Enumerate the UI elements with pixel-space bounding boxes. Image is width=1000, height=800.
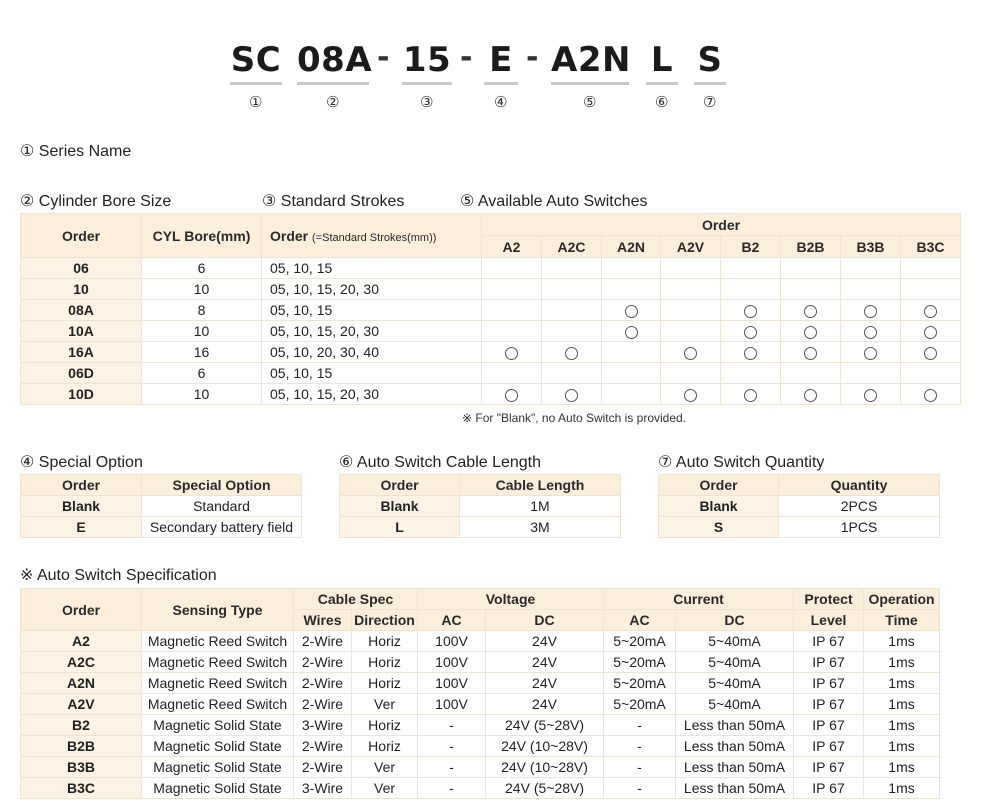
time-cell: 1ms [864,715,940,736]
code-text: L [650,40,674,80]
current-ac-cell: - [604,736,676,757]
order-cell: 10 [21,279,142,300]
underline [694,82,726,85]
voltage-ac-cell: 100V [418,673,486,694]
col-voltage-dc: DC [486,610,604,631]
level-cell: IP 67 [794,673,864,694]
value-cell: 1M [460,496,621,517]
order-cell: Blank [340,496,460,517]
current-dc-cell: 5~40mA [676,673,794,694]
order-cell: 16A [21,342,142,363]
time-cell: 1ms [864,631,940,652]
model-code [0,40,1000,120]
switch-cell [781,300,841,321]
value-cell: Standard [142,496,302,517]
underline [551,82,629,85]
switch-cell [661,321,721,342]
special-option-table [20,474,302,538]
heading-series-name: ① Series Name [20,143,132,160]
order-cell: B2 [21,715,142,736]
col-switch-a2v: A2V [661,236,721,258]
switch-cell [542,363,602,384]
available-circle-icon [804,305,817,318]
code-text: S [697,40,723,80]
col-wires: Wires [294,610,352,631]
switch-cell [542,258,602,279]
order-cell: B2B [21,736,142,757]
switch-cell [542,300,602,321]
voltage-dc-cell: 24V [486,673,604,694]
available-circle-icon [924,389,937,402]
col-switch-a2c: A2C [542,236,602,258]
switch-cell [841,321,901,342]
switch-cell [661,258,721,279]
current-dc-cell: 5~40mA [676,694,794,715]
col-cyl-bore: CYL Bore(mm) [142,214,262,258]
voltage-ac-cell: 100V [418,631,486,652]
table-row [21,279,961,300]
switch-cell [841,258,901,279]
available-circle-icon [864,305,877,318]
sensing-type-cell: Magnetic Solid State [142,736,294,757]
col-switch-a2: A2 [482,236,542,258]
col-switch-b2: B2 [721,236,781,258]
direction-cell: Horiz [352,673,418,694]
col-order: Order [340,475,460,496]
col-current-ac: AC [604,610,676,631]
heading-standard-strokes: ③ Standard Strokes [262,193,405,210]
col-switch-order: Order [482,214,961,236]
code-dash: - [460,40,473,75]
switch-cell [781,363,841,384]
level-cell: IP 67 [794,778,864,799]
cable-length-table [339,474,621,538]
underline [297,82,369,85]
col-special-option: Special Option [142,475,302,496]
order-cell: A2C [21,652,142,673]
switch-cell [841,279,901,300]
col-quantity: Quantity [779,475,940,496]
wires-cell: 2-Wire [294,673,352,694]
col-current: Current [604,589,794,610]
table-row [21,694,940,715]
sensing-type-cell: Magnetic Solid State [142,715,294,736]
switch-cell [602,363,661,384]
current-dc-cell: 5~40mA [676,652,794,673]
switch-cell [901,321,961,342]
table-row [21,715,940,736]
level-cell: IP 67 [794,652,864,673]
sensing-type-cell: Magnetic Reed Switch [142,694,294,715]
switch-cell [781,321,841,342]
level-cell: IP 67 [794,757,864,778]
switch-cell [482,258,542,279]
switch-cell [602,258,661,279]
available-circle-icon [924,305,937,318]
wires-cell: 2-Wire [294,631,352,652]
switch-cell [482,279,542,300]
current-ac-cell: 5~20mA [604,652,676,673]
switch-cell [721,321,781,342]
switch-cell [841,300,901,321]
table-row [21,778,940,799]
table-row [659,517,940,538]
code-text: SC [230,40,282,80]
order-cell: 10D [21,384,142,405]
col-order: Order [21,589,142,631]
wires-cell: 3-Wire [294,778,352,799]
voltage-dc-cell: 24V (5~28V) [486,715,604,736]
switch-cell [721,279,781,300]
strokes-cell: 05, 10, 20, 30, 40 [262,342,482,363]
order-cell: 08A [21,300,142,321]
table-row [21,363,961,384]
col-switch-a2n: A2N [602,236,661,258]
code-number: ⑦ [703,93,717,111]
switch-cell [482,321,542,342]
switch-cell [781,258,841,279]
col-order: Order [659,475,779,496]
switch-cell [542,279,602,300]
heading-switch-quantity: ⑦ Auto Switch Quantity [658,454,825,471]
available-circle-icon [684,347,697,360]
switch-cell [602,384,661,405]
col-voltage-ac: AC [418,610,486,631]
col-voltage: Voltage [418,589,604,610]
code-number: ② [326,93,340,111]
table-row [21,321,961,342]
value-cell: 2PCS [779,496,940,517]
col-level: Level [794,610,864,631]
sensing-type-cell: Magnetic Solid State [142,757,294,778]
code-segment-series [230,40,282,111]
strokes-cell: 05, 10, 15 [262,258,482,279]
code-segment-switch [551,40,629,111]
code-number: ⑥ [655,93,669,111]
switch-spec-table [20,588,940,799]
current-ac-cell: - [604,715,676,736]
strokes-cell: 05, 10, 15 [262,363,482,384]
col-protect: Protect [794,589,864,610]
available-circle-icon [924,326,937,339]
direction-cell: Ver [352,694,418,715]
wires-cell: 2-Wire [294,757,352,778]
switch-cell [482,363,542,384]
wires-cell: 3-Wire [294,715,352,736]
order-cell: 06D [21,363,142,384]
switch-cell [901,363,961,384]
current-ac-cell: 5~20mA [604,673,676,694]
switch-cell [661,342,721,363]
value-cell: 3M [460,517,621,538]
direction-cell: Horiz [352,652,418,673]
order-cell: A2N [21,673,142,694]
switch-cell [602,342,661,363]
code-text: 15 [402,40,452,80]
switch-cell [901,258,961,279]
order-cell: A2V [21,694,142,715]
col-current-dc: DC [676,610,794,631]
heading-special-option: ④ Special Option [20,454,143,471]
current-ac-cell: - [604,778,676,799]
switch-cell [661,384,721,405]
heading-auto-switches: ⑤ Available Auto Switches [460,193,648,210]
current-ac-cell: 5~20mA [604,694,676,715]
table-row [21,342,961,363]
wires-cell: 2-Wire [294,694,352,715]
col-sensing-type: Sensing Type [142,589,294,631]
underline [230,82,282,85]
time-cell: 1ms [864,694,940,715]
col-order: Order [21,214,142,258]
code-number: ① [249,93,263,111]
available-circle-icon [804,326,817,339]
table-row [21,300,961,321]
table-row [21,496,302,517]
code-number: ③ [420,93,434,111]
sensing-type-cell: Magnetic Reed Switch [142,652,294,673]
direction-cell: Ver [352,778,418,799]
switch-cell [482,342,542,363]
time-cell: 1ms [864,736,940,757]
order-cell: 06 [21,258,142,279]
current-ac-cell: - [604,757,676,778]
voltage-ac-cell: - [418,778,486,799]
switch-cell [901,279,961,300]
available-circle-icon [744,326,757,339]
table-row [340,517,621,538]
switch-cell [841,384,901,405]
switch-cell [781,384,841,405]
order-cell: A2 [21,631,142,652]
strokes-cell: 05, 10, 15, 20, 30 [262,279,482,300]
voltage-dc-cell: 24V [486,652,604,673]
heading-bore-size: ② Cylinder Bore Size [20,193,172,210]
available-circle-icon [625,326,638,339]
switch-cell [781,342,841,363]
code-dash: - [377,40,390,75]
current-dc-cell: 5~40mA [676,631,794,652]
time-cell: 1ms [864,652,940,673]
switch-cell [781,279,841,300]
table-row [21,673,940,694]
voltage-ac-cell: 100V [418,652,486,673]
available-circle-icon [864,347,877,360]
available-circle-icon [625,305,638,318]
switch-cell [721,342,781,363]
table-row [21,736,940,757]
available-circle-icon [924,347,937,360]
sensing-type-cell: Magnetic Reed Switch [142,631,294,652]
switch-cell [901,300,961,321]
bore-cell: 10 [142,279,262,300]
col-switch-b2b: B2B [781,236,841,258]
available-circle-icon [565,389,578,402]
switch-cell [901,384,961,405]
col-strokes [262,214,482,258]
available-circle-icon [804,347,817,360]
switch-cell [661,363,721,384]
code-dash: - [526,40,539,75]
switch-cell [841,363,901,384]
switch-cell [721,363,781,384]
bore-cell: 6 [142,363,262,384]
time-cell: 1ms [864,778,940,799]
bore-stroke-switch-table [20,213,961,405]
level-cell: IP 67 [794,694,864,715]
available-circle-icon [864,389,877,402]
current-dc-cell: Less than 50mA [676,736,794,757]
code-segment-quantity [694,40,726,111]
underline [484,82,518,85]
code-segment-bore [297,40,373,111]
bore-cell: 8 [142,300,262,321]
code-number: ④ [494,93,508,111]
strokes-cell: 05, 10, 15, 20, 30 [262,384,482,405]
switch-cell [721,258,781,279]
order-cell: E [21,517,142,538]
voltage-dc-cell: 24V [486,631,604,652]
bore-cell: 10 [142,384,262,405]
code-segment-special [484,40,518,111]
available-circle-icon [804,389,817,402]
switch-cell [602,279,661,300]
code-text: 08A [297,40,373,80]
switch-cell [542,384,602,405]
direction-cell: Horiz [352,736,418,757]
table-row [659,496,940,517]
switch-cell [661,279,721,300]
bore-cell: 16 [142,342,262,363]
current-dc-cell: Less than 50mA [676,757,794,778]
table-row [21,757,940,778]
current-dc-cell: Less than 50mA [676,778,794,799]
voltage-dc-cell: 24V (10~28V) [486,757,604,778]
col-cable-length: Cable Length [460,475,621,496]
available-circle-icon [684,389,697,402]
voltage-ac-cell: - [418,757,486,778]
strokes-cell: 05, 10, 15 [262,300,482,321]
level-cell: IP 67 [794,631,864,652]
available-circle-icon [505,347,518,360]
sensing-type-cell: Magnetic Solid State [142,778,294,799]
table-row [21,652,940,673]
voltage-ac-cell: - [418,736,486,757]
code-text: E [489,40,513,80]
switch-quantity-table [658,474,940,538]
col-switch-b3c: B3C [901,236,961,258]
col-switch-b3b: B3B [841,236,901,258]
level-cell: IP 67 [794,736,864,757]
sensing-type-cell: Magnetic Reed Switch [142,673,294,694]
table-row [21,258,961,279]
order-cell: B3B [21,757,142,778]
col-operation: Operation [864,589,940,610]
switch-cell [482,300,542,321]
switch-cell [721,300,781,321]
table-row [21,517,302,538]
col-strokes-sub: (=Standard Strokes(mm)) [312,231,437,244]
direction-cell: Horiz [352,715,418,736]
direction-cell: Horiz [352,631,418,652]
col-order: Order [21,475,142,496]
order-cell: Blank [21,496,142,517]
voltage-dc-cell: 24V (10~28V) [486,736,604,757]
order-cell: Blank [659,496,779,517]
strokes-cell: 05, 10, 15, 20, 30 [262,321,482,342]
blank-note: ※ For "Blank", no Auto Switch is provided. [462,411,687,425]
switch-cell [602,321,661,342]
voltage-dc-cell: 24V [486,694,604,715]
value-cell: Secondary battery field [142,517,302,538]
table-row [21,631,940,652]
available-circle-icon [505,389,518,402]
bore-cell: 6 [142,258,262,279]
voltage-ac-cell: - [418,715,486,736]
available-circle-icon [744,305,757,318]
switch-cell [901,342,961,363]
wires-cell: 2-Wire [294,736,352,757]
code-text: A2N [551,40,631,80]
time-cell: 1ms [864,673,940,694]
order-cell: L [340,517,460,538]
order-cell: S [659,517,779,538]
direction-cell: Ver [352,757,418,778]
available-circle-icon [744,389,757,402]
col-cable-spec: Cable Spec [294,589,418,610]
order-cell: 10A [21,321,142,342]
switch-cell [841,342,901,363]
table-row [340,496,621,517]
col-direction: Direction [352,610,418,631]
bore-cell: 10 [142,321,262,342]
code-segment-cable [646,40,678,111]
switch-cell [661,300,721,321]
col-strokes-label: Order [270,227,309,244]
available-circle-icon [565,347,578,360]
current-dc-cell: Less than 50mA [676,715,794,736]
available-circle-icon [744,347,757,360]
heading-switch-spec: ※ Auto Switch Specification [20,567,217,584]
switch-cell [721,384,781,405]
col-time: Time [864,610,940,631]
code-number: ⑤ [583,93,597,111]
level-cell: IP 67 [794,715,864,736]
switch-cell [482,384,542,405]
time-cell: 1ms [864,757,940,778]
switch-cell [542,342,602,363]
code-segment-stroke [402,40,452,111]
available-circle-icon [864,326,877,339]
voltage-dc-cell: 24V (5~28V) [486,778,604,799]
wires-cell: 2-Wire [294,652,352,673]
table-row [21,384,961,405]
value-cell: 1PCS [779,517,940,538]
order-cell: B3C [21,778,142,799]
current-ac-cell: 5~20mA [604,631,676,652]
voltage-ac-cell: 100V [418,694,486,715]
heading-cable-length: ⑥ Auto Switch Cable Length [339,454,542,471]
switch-cell [602,300,661,321]
switch-cell [542,321,602,342]
underline [646,82,678,85]
underline [402,82,452,85]
